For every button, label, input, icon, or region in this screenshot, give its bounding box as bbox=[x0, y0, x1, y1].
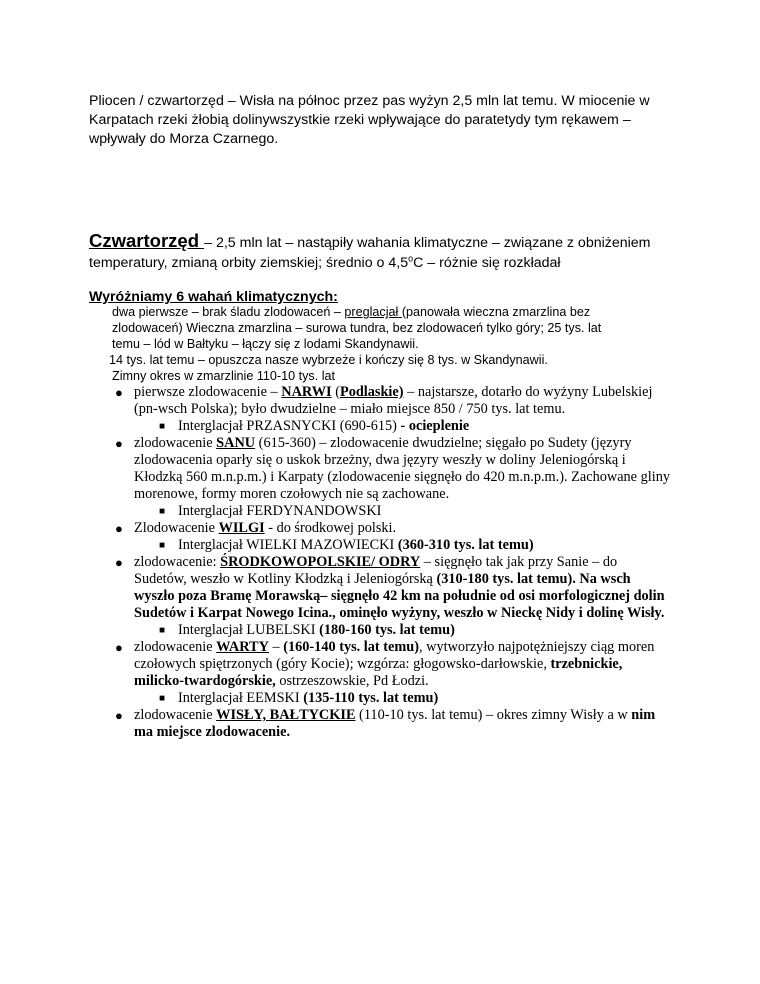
bullet-icon: ● bbox=[115, 385, 123, 400]
section-title: Czwartorzęd bbox=[89, 230, 205, 251]
item-text-bold: trzebnickie, milicko-twardogórskie, bbox=[134, 656, 623, 689]
list-subitem bbox=[112, 690, 672, 707]
glaciation-name: NARWI bbox=[281, 384, 332, 400]
item-text: – bbox=[268, 639, 284, 655]
pre-text: dwa pierwsze – brak śladu zlodowaceń – bbox=[112, 305, 345, 319]
interglacial-text: Interglacjał EEMSKI bbox=[178, 690, 304, 706]
square-bullet-icon: ■ bbox=[159, 693, 166, 704]
item-text: zlodowacenie: bbox=[134, 554, 221, 570]
item-text: – sięgnęło tak jak przy Sanie – do Sudetów, weszło w Kotliny Kłodzką i Jeleniogórską bbox=[134, 554, 618, 587]
pre-line-2: zlodowaceń) Wieczna zmarzlina – surowa tundra, bez zlodowaceń tylko góry; 25 tys. lat bbox=[112, 321, 602, 335]
bullet-icon: ● bbox=[115, 708, 123, 723]
preglacjal-term: preglacjał bbox=[344, 305, 402, 319]
item-text: zlodowacenie bbox=[134, 639, 217, 655]
list-subitem bbox=[112, 622, 672, 639]
bullet-icon: ● bbox=[115, 555, 123, 570]
item-text: – najstarsze, dotarło do wyżyny Lubelskiej (pn-wsch Polska); było dwudzielne – miało miejsce 850 / 750 tys. lat temu. bbox=[134, 384, 653, 417]
item-text: (110-10 tys. lat temu) – okres zimny Wisły a w bbox=[355, 707, 632, 723]
glaciation-name: SANU bbox=[216, 435, 256, 451]
item-text: ostrzeszowskie, Pd Łodzi. bbox=[275, 673, 429, 689]
section-text-end: C – różnie się rozkładał bbox=[413, 255, 561, 271]
interglacial-text: Interglacjał WIELKI MAZOWIECKI bbox=[178, 537, 398, 553]
glaciation-list bbox=[112, 384, 672, 741]
list-subitem bbox=[112, 537, 672, 554]
item-text-bold: (310-180 tys. lat temu). Na wsch wyszło poza Bramę Morawską– sięgnęło 42 km na południe od osi morfologicznej dolin Sudetów i Karpat Nowego Icina., ominęło wyżyny, weszło w Nieckę Nidy i dolinę Wisły. bbox=[134, 571, 665, 621]
pre-line-3: temu – lód w Bałtyku – łączy się z lodami Skandynawii. bbox=[112, 337, 419, 351]
item-text: Zlodowacenie bbox=[134, 520, 219, 536]
item-text: (615-360) – zlodowacenie dwudzielne; sięgało po Sudety (języry zlodowacenia oparły się o uskok brzeżny, dwa języry weszły w doliny Jeleniogórską i Kłodzką 560 m.n.p.m.) i Karpaty (zlodowacenie sięgnęło do 420 m.n.p.m.). Zachowane gliny morenowe, formy moren czołowych nie są zachowane. bbox=[134, 435, 670, 502]
interglacial-text: Interglacjał PRZASNYCKI (690-615) bbox=[178, 418, 401, 434]
interglacial-dates: (180-160 tys. lat temu) bbox=[319, 622, 455, 638]
square-bullet-icon: ■ bbox=[159, 540, 166, 551]
list-item bbox=[112, 554, 672, 622]
square-bullet-icon: ■ bbox=[159, 421, 166, 432]
glaciation-name: WARTY bbox=[216, 639, 269, 655]
interglacial-note: - ocieplenie bbox=[400, 418, 470, 434]
list-item bbox=[112, 520, 672, 537]
intro-paragraph: Pliocen / czwartorzęd – Wisła na północ przez pas wyżyn 2,5 mln lat temu. W miocenie w Karpatach rzeki żłobią dolinywszystkie rzeki wpływające do paratetydy tym rękawem – wpływały do Morza Czarnego. bbox=[89, 93, 650, 147]
glaciation-alt-name: Podlaskie) bbox=[339, 384, 404, 400]
list-item bbox=[112, 384, 672, 418]
bullet-icon: ● bbox=[115, 521, 123, 536]
item-text-bold: nim ma miejsce zlodowacenie. bbox=[134, 707, 656, 740]
degree-sign: o bbox=[408, 253, 414, 264]
glaciation-name: ŚRODKOWOPOLSKIE/ ODRY bbox=[220, 554, 421, 570]
square-bullet-icon: ■ bbox=[159, 625, 166, 636]
glaciation-name: WISŁY, BAŁTYCKIE bbox=[216, 707, 356, 723]
list-item bbox=[112, 707, 672, 741]
item-text: - do środkowej polski. bbox=[264, 520, 397, 536]
glaciation-name: WILGI bbox=[218, 520, 265, 536]
item-dates: (160-140 tys. lat temu) bbox=[283, 639, 419, 655]
pre-line-4: 14 tys. lat temu – opuszcza nasze wybrzeże i kończy się 8 tys. w Skandynawii. bbox=[109, 353, 548, 367]
pre-text: (panowała wieczna zmarzlina bez bbox=[401, 305, 591, 319]
item-text: pierwsze zlodowacenie – bbox=[134, 384, 282, 400]
item-text: zlodowacenie bbox=[134, 435, 217, 451]
section-text: – 2,5 mln lat – nastąpiły wahania klimatyczne – związane z obniżeniem temperatury, zmianą orbity ziemskiej; średnio o 4,5 bbox=[89, 235, 651, 271]
list-item bbox=[112, 435, 672, 503]
list-item bbox=[112, 639, 672, 690]
list-subitem bbox=[112, 503, 672, 520]
item-text: , wytworzyło najpotężniejszy ciąg moren czołowych spiętrzonych (góry Kocie); wzgórza: głogowsko-darłowskie, bbox=[134, 639, 655, 672]
interglacial-text: Interglacjał LUBELSKI bbox=[178, 622, 320, 638]
list-subitem bbox=[112, 418, 672, 435]
bullet-icon: ● bbox=[115, 436, 123, 451]
item-text: zlodowacenie bbox=[134, 707, 217, 723]
subheading: Wyróżniamy 6 wahań klimatycznych: bbox=[89, 289, 338, 305]
section-heading bbox=[89, 231, 699, 273]
square-bullet-icon: ■ bbox=[159, 506, 166, 517]
pre-line-5: Zimny okres w zmarzlinie 110-10 tys. lat bbox=[112, 369, 336, 383]
item-text: ( bbox=[331, 384, 340, 400]
interglacial-dates: (135-110 tys. lat temu) bbox=[303, 690, 439, 706]
interglacial-text: Interglacjał FERDYNANDOWSKI bbox=[178, 503, 382, 519]
preglacial-block bbox=[109, 304, 672, 384]
bullet-icon: ● bbox=[115, 640, 123, 655]
interglacial-dates: (360-310 tys. lat temu) bbox=[397, 537, 534, 553]
pre-line-1 bbox=[112, 304, 672, 320]
